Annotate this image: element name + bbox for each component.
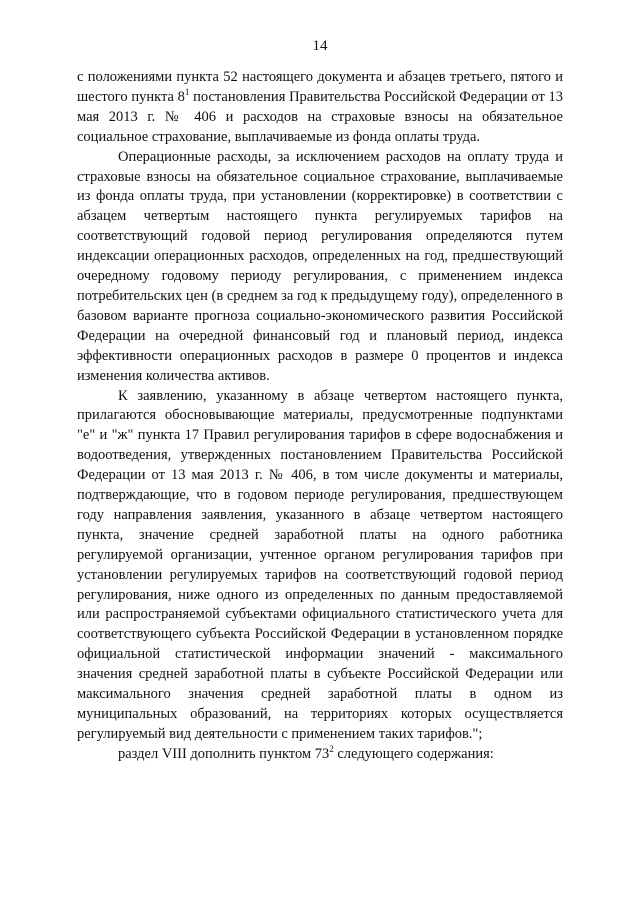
page-number: 14	[312, 38, 328, 54]
paragraph-1-text-b: постановления Правительства Российской Федерации от 13 мая 2013 г. № 406 и расходов на страховые взносы на обязательное социальное страхование, выплачиваемые из фонда оплаты труда.	[77, 88, 563, 145]
paragraph-4	[77, 745, 563, 765]
paragraph-1-text-a: с положениями пункта 52 настоящего документа и абзацев третьего, пятого и шестого пункта 8	[77, 69, 563, 105]
paragraph-2: Операционные расходы, за исключением расходов на оплату труда и страховые взносы на обязательное социальное страхование, выплачиваемые из фонда оплаты труда, при установлении (корректировке) в соответствии с абзацем четвертым настоящего пункта регулируемых тарифов на соответствующий годовой период регулирования определяются путем индексации операционных расходов, определенных на год, предшествующий очередному годовому периоду регулирования, с применением индекса потребительских цен (в среднем за год к предыдущему году), определенного в базовом варианте прогноза социально-экономического развития Российской Федерации на очередной финансовый год и плановый период, индекса эффективности операционных расходов в размере 0 процентов и индекса изменения количества активов.	[77, 148, 563, 384]
document-body	[77, 68, 563, 765]
paragraph-3: К заявлению, указанному в абзаце четвертом настоящего пункта, прилагаются обосновывающие материалы, предусмотренные подпунктами "е" и "ж" пункта 17 Правил регулирования тарифов в сфере водоснабжения и водоотведения, утвержденных постановлением Правительства Российской Федерации от 13 мая 2013 г. № 406, в том числе документы и материалы, подтверждающие, что в годовом периоде регулирования, предшествующем году направления заявления, указанного в абзаце четвертом настоящего пункта, значение средней заработной платы на одного работника регулируемой организации, учтенное органом регулирования тарифов при установлении регулируемых тарифов на соответствующий годовой период регулирования, ниже одного из определенных по данным предоставляемой или распространяемой субъектами официального статистического учета для соответствующего субъекта Российской Федерации в установленном порядке официальной статистической информации значений - максимального значения средней заработной платы в субъекте Российской Федерации или максимального значения средней заработной платы в одном из муниципальных образований, на территориях которых осуществляется регулируемый вид деятельности с применением таких тарифов.";	[77, 387, 563, 742]
superscript-1: 1	[184, 86, 190, 97]
paragraph-4-text-a: раздел VIII дополнить пунктом 73	[118, 745, 330, 762]
paragraph-1	[77, 68, 563, 148]
paragraph-4-text-b: следующего содержания:	[333, 745, 494, 762]
superscript-2: 2	[329, 743, 334, 754]
